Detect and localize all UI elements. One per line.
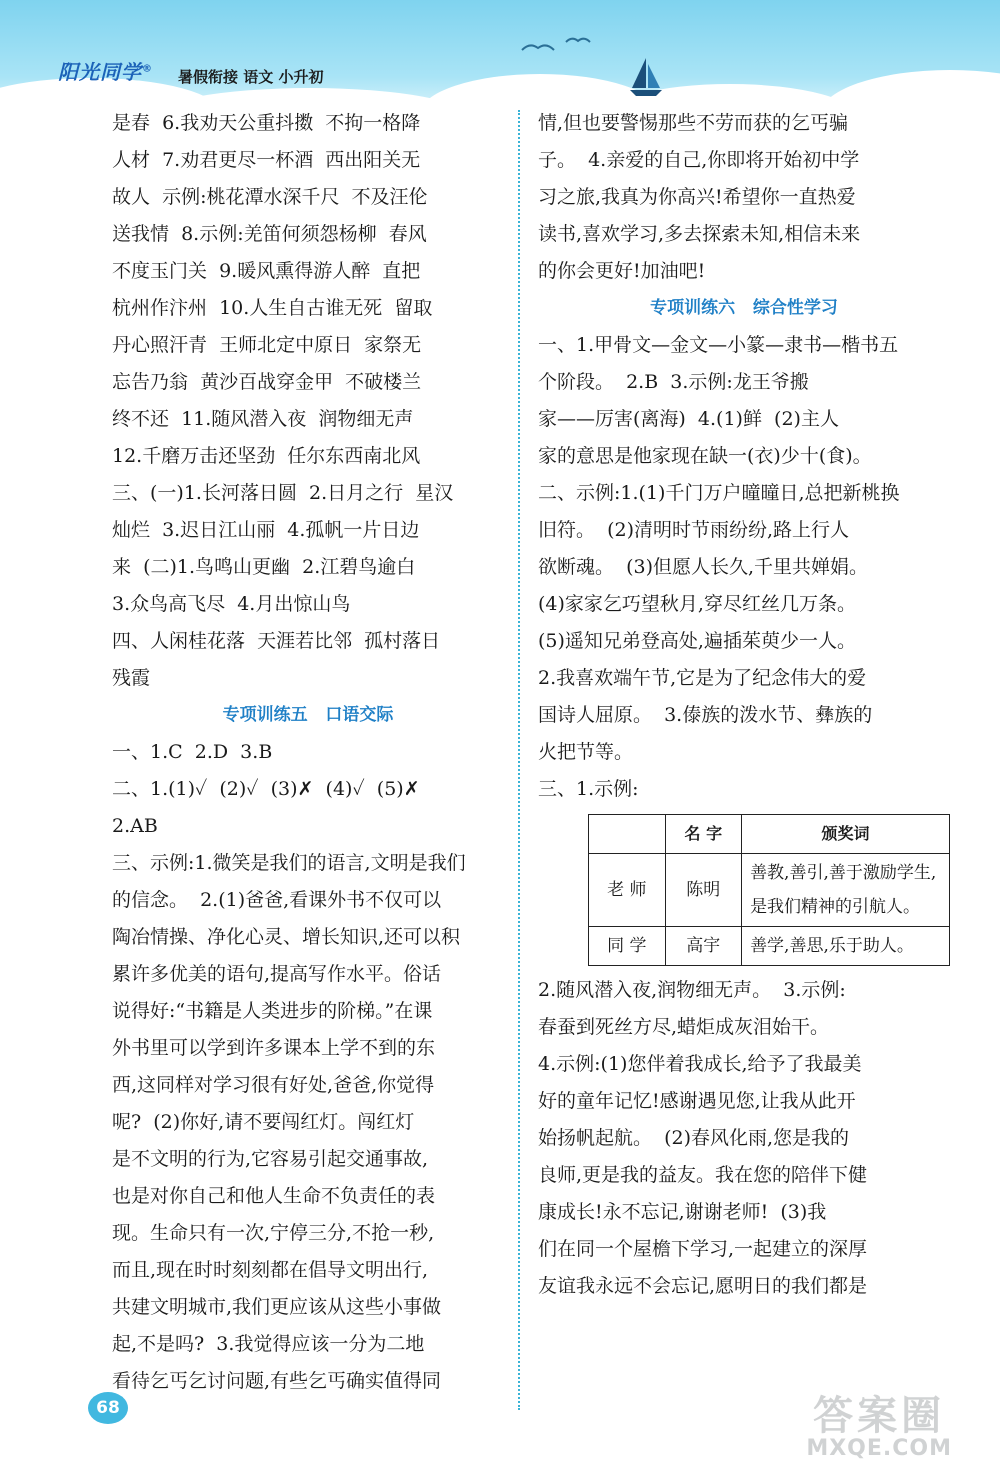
text-line: 良师,更是我的益友。我在您的陪伴下健	[538, 1164, 868, 1186]
text-line: 呢? (2)你好,请不要闯红灯。闯红灯	[112, 1111, 415, 1133]
text-line: 个阶段。 2.B 3.示例:龙王爷搬	[538, 371, 809, 393]
text-line: 春蚕到死丝方尽,蜡炬成灰泪始干。	[538, 1016, 830, 1038]
text-line: 一、1.C 2.D 3.B	[112, 741, 273, 763]
text-line: 3.众鸟高飞尽 4.月出惊山鸟	[112, 593, 351, 615]
table-header: 颁奖词	[742, 815, 950, 854]
sailboat-icon	[626, 54, 666, 100]
table-cell-role: 同 学	[589, 927, 666, 966]
text-line: 旧符。 (2)清明时节雨纷纷,路上行人	[538, 519, 850, 541]
text-line: 康成长!永不忘记,谢谢老师! (3)我	[538, 1201, 827, 1223]
section-title-6: 专项训练六 综合性学习	[650, 298, 838, 318]
text-line: 丹心照汗青 王师北定中原日 家祭无	[112, 334, 422, 356]
text-line: 送我情 8.示例:羌笛何须怨杨柳 春风	[112, 223, 427, 245]
text-line: 国诗人屈原。 3.傣族的泼水节、彝族的	[538, 704, 873, 726]
seagull-icon	[520, 30, 600, 60]
text-line: 四、人闲桂花落 天涯若比邻 孤村落日	[112, 630, 441, 652]
text-line: 起,不是吗? 3.我觉得应该一分为二地	[112, 1333, 425, 1355]
table-cell-name: 陈明	[665, 854, 742, 927]
text-line: 而且,现在时时刻刻都在倡导文明出行,	[112, 1259, 429, 1281]
text-line: 故人 示例:桃花潭水深千尺 不及汪伦	[112, 186, 428, 208]
column-divider	[518, 110, 520, 1410]
text-line: 家——厉害(离海) 4.(1)鲜 (2)主人	[538, 408, 839, 430]
text-line: 陶冶情操、净化心灵、增长知识,还可以积	[112, 926, 461, 948]
text-line: (5)遥知兄弟登高处,遍插茱萸少一人。	[538, 630, 856, 652]
text-line: 杭州作汴州 10.人生自古谁无死 留取	[112, 297, 433, 319]
text-line: 三、1.示例:	[538, 778, 639, 800]
section-title-5: 专项训练五 口语交际	[222, 705, 394, 725]
text-line: 读书,喜欢学习,多去探索未知,相信未来	[538, 223, 861, 245]
text-line: 2.随风潜入夜,润物细无声。 3.示例:	[538, 979, 846, 1001]
text-line: 二、1.(1)✓ (2)✓ (3)✗ (4)✓ (5)✗	[112, 778, 420, 800]
text-line: 西,这同样对学习很有好处,爸爸,你觉得	[112, 1074, 435, 1096]
text-line: 不度玉门关 9.暖风熏得游人醉 直把	[112, 260, 421, 282]
page-number: 68	[88, 1392, 128, 1424]
text-line: (4)家家乞巧望秋月,穿尽红丝几万条。	[538, 593, 856, 615]
text-line: 是不文明的行为,它容易引起交通事故,	[112, 1148, 429, 1170]
text-line: 也是对你自己和他人生命不负责任的表	[112, 1185, 436, 1207]
table-row	[589, 854, 950, 927]
page-header	[0, 0, 1000, 110]
left-column	[112, 105, 504, 1400]
text-line: 残霞	[112, 667, 151, 689]
cloud-shape	[820, 70, 1000, 110]
table-cell-role: 老 师	[589, 854, 666, 927]
text-line: 是春 6.我劝天公重抖擞 不拘一格降	[112, 112, 421, 134]
text-line: 三、(一)1.长河落日圆 2.日月之行 星汉	[112, 482, 454, 504]
text-line: 累许多优美的语句,提高写作水平。俗话	[112, 963, 442, 985]
watermark-text: 答案圈	[813, 1393, 946, 1439]
table-cell-reason: 善教,善引,善于激励学生,是我们精神的引航人。	[742, 854, 950, 927]
text-line: 12.千磨万击还坚劲 任尔东西南北风	[112, 445, 421, 467]
book-subject: 暑假衔接 语文 小升初	[178, 68, 324, 86]
text-line: 二、示例:1.(1)千门万户曈曈日,总把新桃换	[538, 482, 900, 504]
text-line: 的信念。 2.(1)爸爸,看课外书不仅可以	[112, 889, 442, 911]
text-line: 三、示例:1.微笑是我们的语言,文明是我们	[112, 852, 466, 874]
text-line: 灿烂 3.迟日江山丽 4.孤帆一片日边	[112, 519, 420, 541]
text-line: 家的意思是他家现在缺一(衣)少十(食)。	[538, 445, 872, 467]
table-cell-name: 高宇	[665, 927, 742, 966]
text-line: 人材 7.劝君更尽一杯酒 西出阳关无	[112, 149, 421, 171]
text-line: 情,但也要警惕那些不劳而获的乞丐骗	[538, 112, 849, 134]
text-line: 子。 4.亲爱的自己,你即将开始初中学	[538, 149, 860, 171]
text-line: 终不还 11.随风潜入夜 润物细无声	[112, 408, 414, 430]
text-line: 好的童年记忆!感谢遇见您,让我从此开	[538, 1090, 856, 1112]
watermark	[806, 1395, 952, 1461]
right-column	[538, 105, 950, 1305]
table-header: 名 字	[665, 815, 742, 854]
text-line: 的你会更好!加油吧!	[538, 260, 706, 282]
text-line: 忘告乃翁 黄沙百战穿金甲 不破楼兰	[112, 371, 422, 393]
awards-table	[588, 814, 950, 966]
text-line: 现。生命只有一次,宁停三分,不抢一秒,	[112, 1222, 435, 1244]
text-line: 2.我喜欢端午节,它是为了纪念伟大的爱	[538, 667, 867, 689]
text-line: 来 (二)1.鸟鸣山更幽 2.江碧鸟逾白	[112, 556, 416, 578]
text-line: 始扬帆起航。 (2)春风化雨,您是我的	[538, 1127, 850, 1149]
text-line: 说得好:“书籍是人类进步的阶梯。”在课	[112, 1000, 433, 1022]
text-line: 火把节等。	[538, 741, 634, 763]
brand-logo: 阳光同学®	[58, 60, 153, 84]
text-line: 欲断魂。 (3)但愿人长久,千里共婵娟。	[538, 556, 869, 578]
text-line: 共建文明城市,我们更应该从这些小事做	[112, 1296, 442, 1318]
text-line: 看待乞丐乞讨问题,有些乞丐确实值得同	[112, 1370, 442, 1392]
table-header	[589, 815, 666, 854]
text-line: 们在同一个屋檐下学习,一起建立的深厚	[538, 1238, 868, 1260]
table-cell-reason: 善学,善思,乐于助人。	[742, 927, 950, 966]
text-line: 习之旅,我真为你高兴!希望你一直热爱	[538, 186, 856, 208]
text-line: 友谊我永远不会忘记,愿明日的我们都是	[538, 1275, 868, 1297]
table-row	[589, 927, 950, 966]
text-line: 4.示例:(1)您伴着我成长,给予了我最美	[538, 1053, 862, 1075]
text-line: 外书里可以学到许多课本上学不到的东	[112, 1037, 436, 1059]
text-line: 2.AB	[112, 815, 158, 837]
watermark-url: MXQE.COM	[806, 1436, 952, 1461]
text-line: 一、1.甲骨文—金文—小篆—隶书—楷书五	[538, 334, 899, 356]
